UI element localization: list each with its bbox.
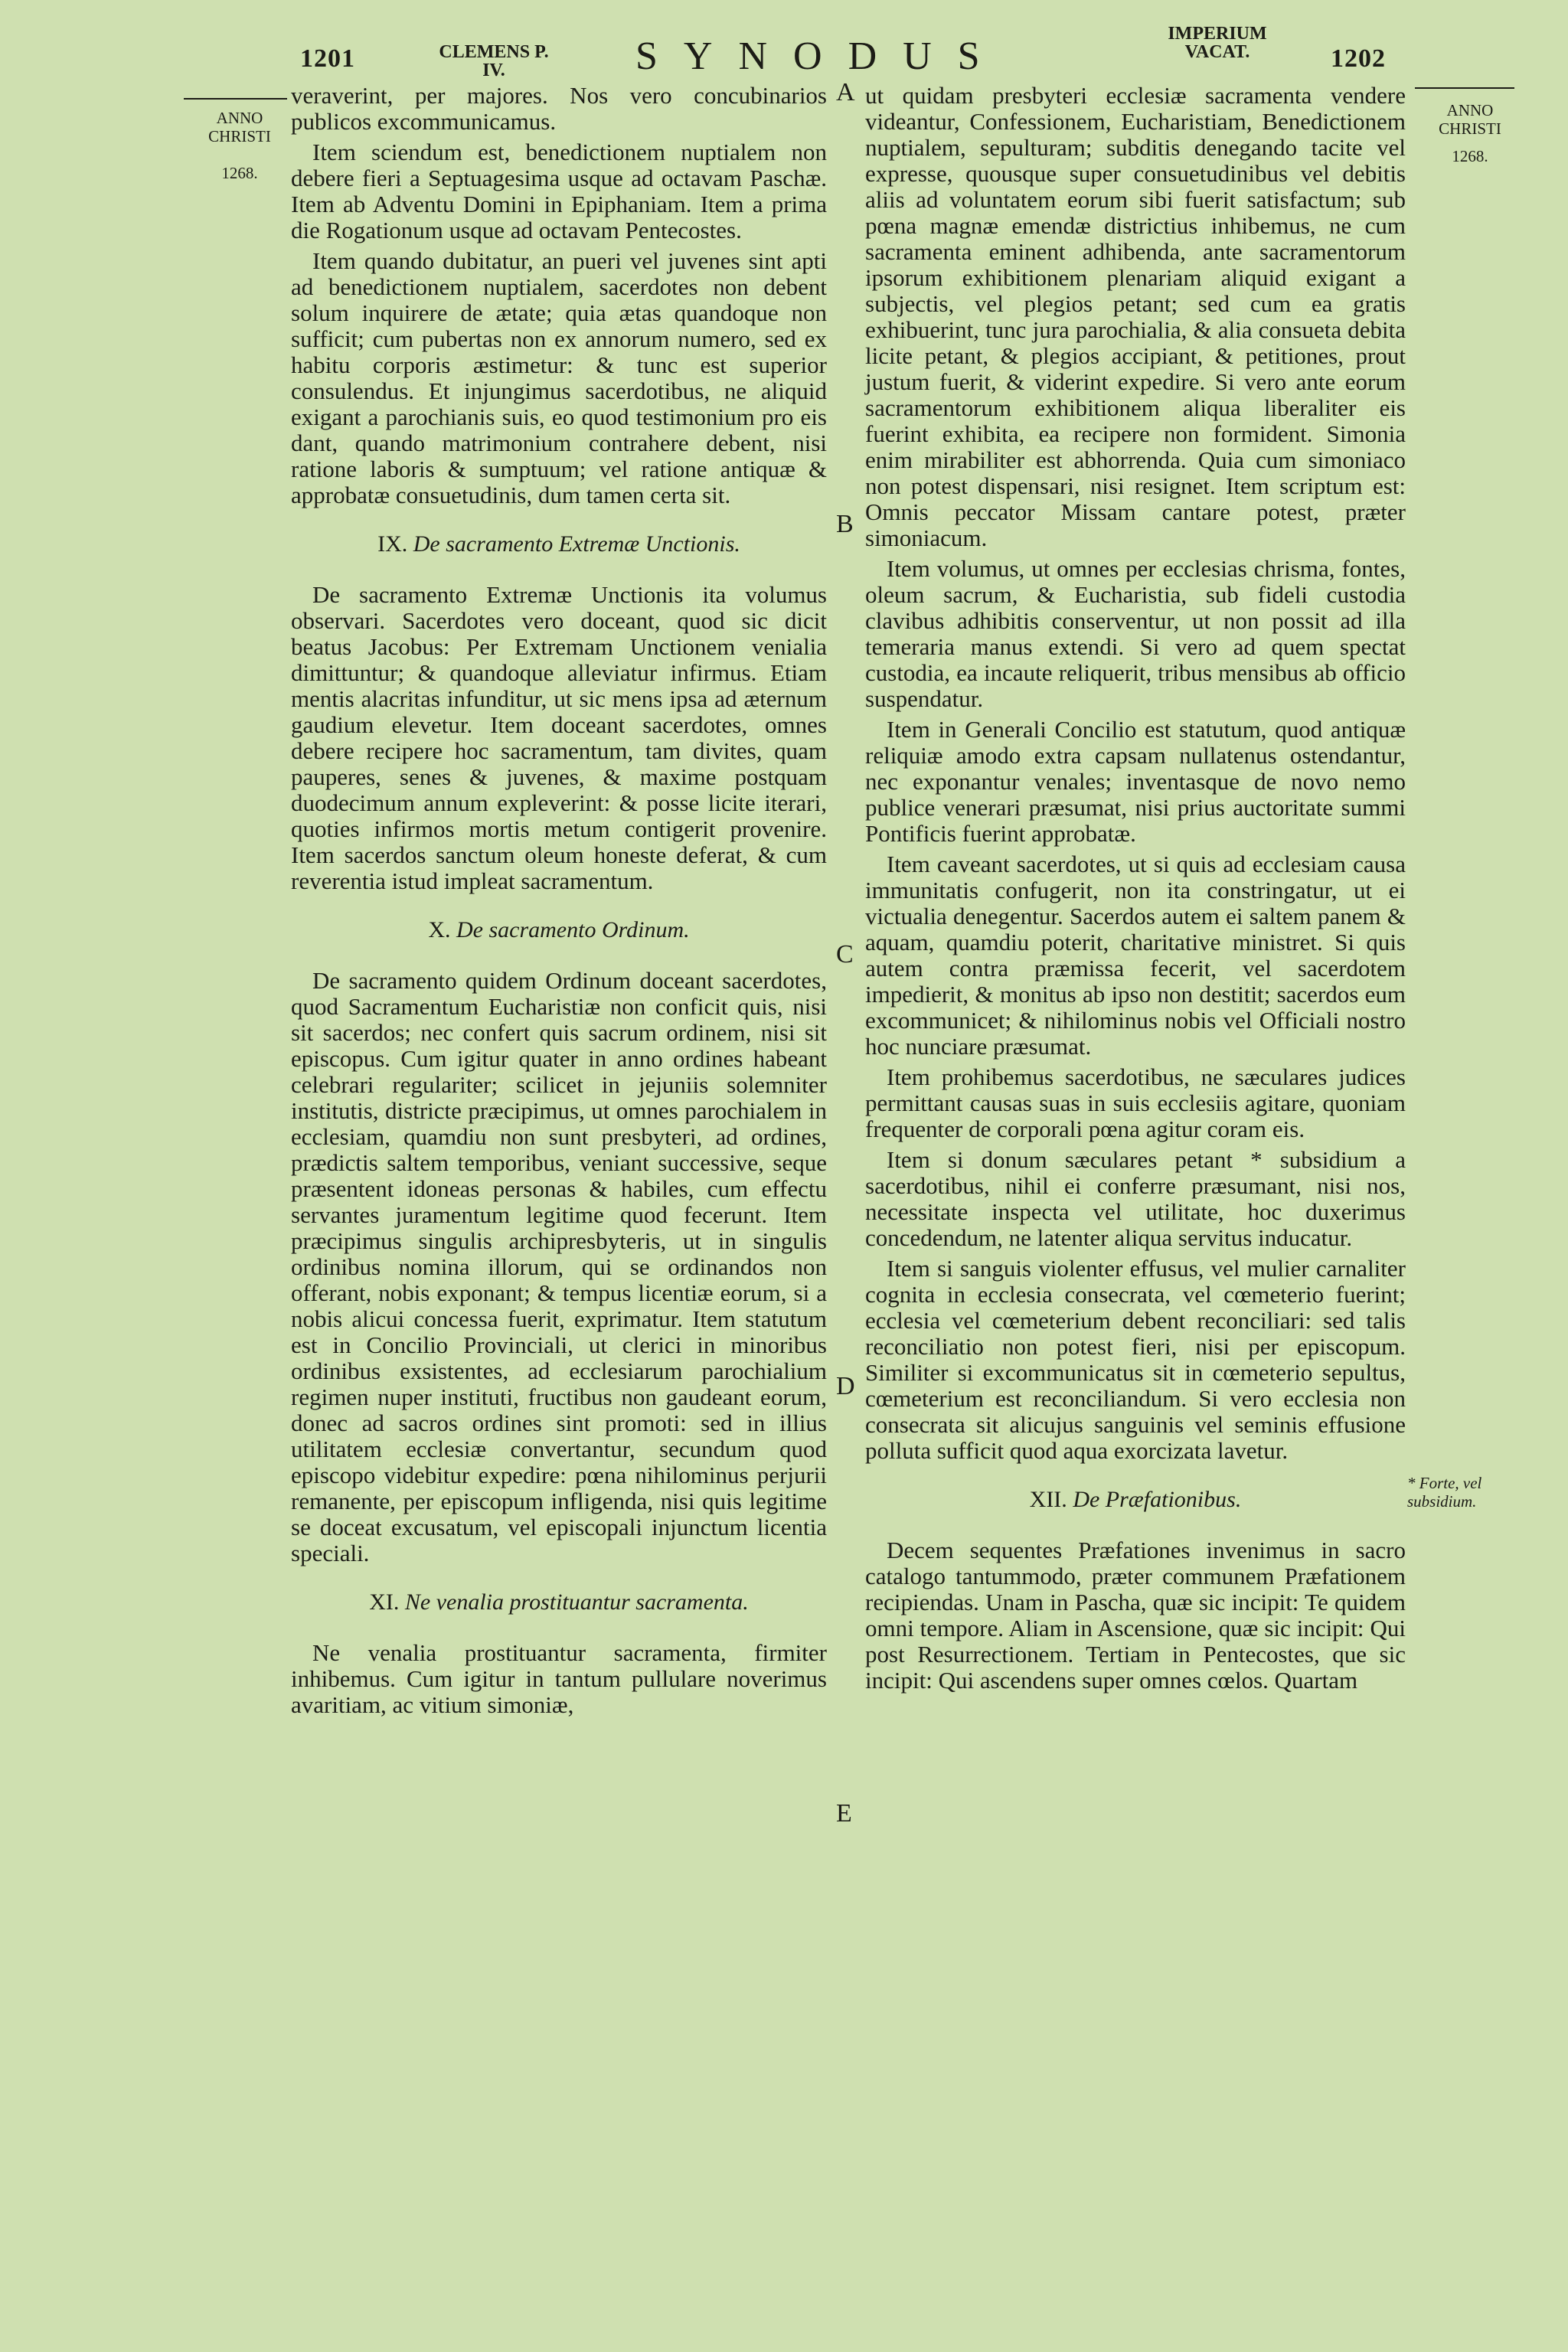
paragraph: Item quando dubitatur, an pueri vel juvenes sint apti ad benedictionem nuptialem, sacerdotes non debent solum inquirere de ætate; quia ætas quandoque non sufficit; cum pubertas non ex annorum numero, sed ex habitu corporis æstimetur: & tunc est superior consulendus. Et injungimus sacerdotibus, ne aliquid exigant a parochianis suis, eo quod testimonium pro eis dant, quando matrimonium contrahere debent, nisi ratione laboris & sumptuum; vel ratione antiquæ & approbatæ consuetudinis, dum tamen certa sit. — [291, 247, 827, 508]
section-title: De sacramento Extremæ Unctionis. — [413, 531, 740, 557]
header-imperium: IMPERIUM VACAT. — [1168, 24, 1267, 62]
section-heading-xi — [291, 1589, 827, 1615]
section-title: De sacramento Ordinum. — [456, 917, 690, 942]
paragraph: De sacramento Extremæ Unctionis ita volumus observari. Sacerdotes vero doceant, quod sic dicit beatus Jacobus: Per Extremam Unctionem venialia dimittuntur; & quandoque alleviatur infirmus. Etiam mentis alacritas infunditur, ut sic mens ipsa ad æternum gaudium elevetur. Item doceant sacerdotes, omnes debere recipere hoc sacramentum, tam divites, quam pauperes, senes & juvenes, & maxime postquam duodecimum annum expleverint: & posse licite iterari, quoties infirmos mortis metum contigerit provenire. Item sacerdos sanctum oleum honeste deferat, & cum reverentia istud impleat sacramentum. — [291, 581, 827, 894]
paragraph: Item prohibemus sacerdotibus, ne sæculares judices permittant causas suas in suis ecclesiis agitare, quoniam frequenter de corporali pœna agitur coram eis. — [865, 1063, 1406, 1142]
section-number: XI. — [369, 1589, 400, 1615]
margin-rule-left — [184, 98, 287, 100]
margin-note: * Forte, vel subsidium. — [1407, 1474, 1482, 1511]
section-heading-xii — [865, 1487, 1406, 1513]
page-number-right: 1202 — [1331, 44, 1386, 73]
paragraph: Item caveant sacerdotes, ut si quis ad ecclesiam causa immunitatis confugerit, non ita constringatur, ut ei victualia denegentur. Sacerdos autem ei saltem panem & aquam, quamdiu poterit, charitative ministret. Si quis autem contra præmissa fecerit, vel sacerdotem impedierit, & monitus ab ipso non destitit; sacerdos eum excommunicet; & nihilominus nobis vel Officiali nostro hoc nunciare præsumat. — [865, 851, 1406, 1060]
margin-letter-d: D — [836, 1372, 855, 1400]
paragraph: Item sciendum est, benedictionem nuptialem non debere fieri a Septuagesima usque ad octavam Paschæ. Item ab Adventu Domini in Epiphaniam. Item a prima die Rogationum usque ad octavam Pentecostes. — [291, 139, 827, 243]
paragraph: Item si sanguis violenter effusus, vel mulier carnaliter cognita in ecclesia consecrata, vel cœmeterio fuerint; ecclesia vel cœmeterium debent reconciliari: sed talis reconciliatio non potest fieri, nisi per episcopum. Similiter si excommunicatus sit in cœmeterio sepultus, cœmeterium est reconciliandum. Si vero ecclesia non consecrata sit alicujus sanguinis vel seminis effusione polluta sufficit quod aqua exorcizata lavetur. — [865, 1255, 1406, 1464]
section-title: Ne venalia prostituantur sacramenta. — [404, 1589, 749, 1615]
header-pope: CLEMENS P. IV. — [439, 42, 549, 80]
header-title: SYNODUS — [635, 34, 1006, 78]
margin-rule-right — [1415, 87, 1514, 89]
margin-year-right: 1268. — [1452, 147, 1488, 165]
right-column — [865, 83, 1406, 1698]
section-number: X. — [428, 917, 451, 942]
section-number: XII. — [1029, 1487, 1067, 1512]
paragraph: Item volumus, ut omnes per ecclesias chrisma, fontes, oleum sacrum, & Eucharistia, sub fideli custodia clavibus adhibitis conserventur, ut non possit ad illa temeraria manus extendi. Si vero ad quem spectat custodia, ea incaute reliquerit, tribus mensibus ab officio suspendatur. — [865, 555, 1406, 712]
margin-letter-a: A — [836, 78, 855, 106]
section-number: IX. — [377, 531, 408, 557]
margin-letter-e: E — [836, 1799, 852, 1828]
paragraph: ut quidam presbyteri ecclesiæ sacramenta vendere videantur, Confessionem, Eucharistiam, Benedictionem nuptialem, sepulturam; subditis denegando tacite vel expresse, quousque super consuetudinibus vel debitis aliis ad voluntatem eorum sibi fuerit satisfactum; sub pœna magnæ emendæ districtius inhibemus, ne cum sacramenta eminent adhibenda, ante sacramentorum ipsorum exhibitionem plenariam aliquid exigant a subjectis, vel plegios petant; sed cum ea gratis exhibuerint, tunc jura parochialia, & alia consueta debita licite petant, & plegios accipiant, & petitiones, prout justum fuerit, & viderint expedire. Si vero ante eorum sacramentorum exhibitionem aliqua liberaliter eis fuerint exhibita, ea recipere non formident. Simonia enim mirabiliter est abhorrenda. Quia cum simoniaco non potest dispensari, nisi resignet. Item scriptum est: Omnis peccator Missam cantare potest, præter simoniacum. — [865, 82, 1406, 551]
page-number-left: 1201 — [300, 44, 355, 73]
margin-year-label-left: ANNO CHRISTI — [208, 109, 271, 145]
paragraph: Item si donum sæculares petant * subsidium a sacerdotibus, nihil ei conferre præsumant, nisi nos, necessitate inspecta vel utilitate, hoc duxerimus concedendum, ne latenter aliqua servitus inducatur. — [865, 1146, 1406, 1251]
paragraph: Item in Generali Concilio est statutum, quod antiquæ reliquiæ amodo extra capsam nullatenus ostendantur, nec exponantur venales; inventasque de novo nemo publice venerari præsumat, nisi prius auctoritate summi Pontificis fuerint approbatæ. — [865, 716, 1406, 847]
section-heading-x — [291, 917, 827, 943]
paragraph: veraverint, per majores. Nos vero concubinarios publicos excommunicamus. — [291, 82, 827, 135]
margin-letter-c: C — [836, 940, 854, 969]
margin-letter-b: B — [836, 510, 854, 538]
section-heading-ix — [291, 531, 827, 557]
left-column — [291, 83, 827, 1723]
margin-year-left: 1268. — [221, 164, 258, 182]
paragraph: Ne venalia prostituantur sacramenta, firmiter inhibemus. Cum igitur in tantum pullulare noverimus avaritiam, ac vitium simoniæ, — [291, 1639, 827, 1718]
section-title: De Præfationibus. — [1073, 1487, 1242, 1512]
paragraph: Decem sequentes Præfationes invenimus in sacro catalogo tantummodo, præter communem Præfationem recipiendas. Unam in Pascha, quæ sic incipit: Te quidem omni tempore. Aliam in Ascensione, quæ sic incipit: Qui post Resurrectionem. Tertiam in Pentecostes, que sic incipit: Qui ascendens super omnes cœlos. Quartam — [865, 1537, 1406, 1694]
margin-year-label-right: ANNO CHRISTI — [1439, 101, 1501, 138]
paragraph: De sacramento quidem Ordinum doceant sacerdotes, quod Sacramentum Eucharistiæ non conficit quis, nisi sit sacerdos; nec confert quis sacrum ordinem, nisi sit episcopus. Cum igitur quater in anno ordines habeant celebrari regulariter; scilicet in jejuniis solemniter institutis, districte præcipimus, ut omnes parochialem in ecclesiam, quamdiu non sunt presbyteri, ad ordines, prædictis saltem temporibus, veniant successive, seque præsentent idoneas personas & habiles, cum effectu servantes juramentum legitime quod fecerunt. Item præcipimus singulis archipresbyteris, ut in singulis ordinibus nomina illorum, qui se ordinandos non offerant, nobis exponant; & tempus licentiæ eorum, si a nobis alicui concessa fuerit, exprimatur. Item statutum est in Concilio Provinciali, ut clerici in minoribus ordinibus exsistentes, ad ecclesiarum parochialium regimen nuper instituti, fructibus non gaudeant eorum, donec ad sacros ordines sint promoti: sed in illius utilitatem ecclesiæ convertantur, secundum quod episcopo videbitur expedire: pœna nihilominus perjurii remanente, per episcopum infligenda, nisi quis legitime se doceat excusatum, vel episcopali injunctum licentia speciali. — [291, 967, 827, 1566]
